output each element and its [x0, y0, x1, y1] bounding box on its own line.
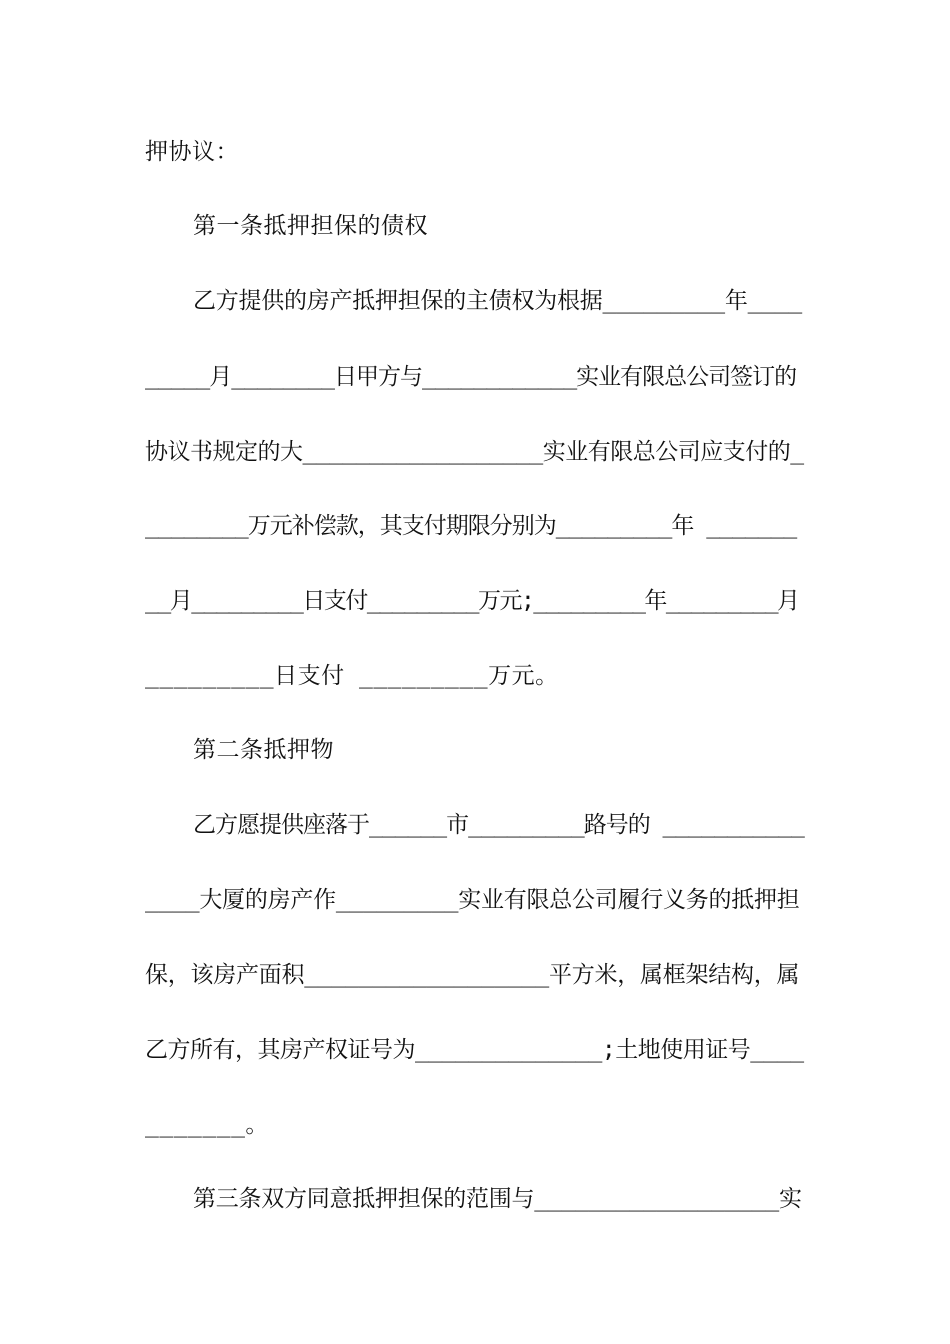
text-line: 乙方所有，其房产权证号为______________;土地使用证号____ — [145, 1037, 804, 1063]
text-line: 保，该房产面积__________________平方米，属框架结构，属 — [145, 962, 800, 988]
text-line: _______。 — [145, 1112, 269, 1138]
text-line: 乙方愿提供座落于______市_________路号的 ___________ — [193, 812, 804, 838]
text-line: 乙方提供的房产抵押担保的主债权为根据_________年____ — [193, 288, 803, 314]
text-line: ________万元补偿款，其支付期限分别为_________年 _______ — [145, 513, 797, 539]
text-line: _________日支付 _________万元。 — [145, 663, 559, 689]
text-line: _____月________日甲方与____________实业有限总公司签订的 — [145, 364, 797, 390]
article-heading: 第三条双方同意抵押担保的范围与__________________实 — [193, 1186, 802, 1212]
text-line: 协议书规定的大__________________实业有限总公司应支付的_ — [145, 439, 804, 465]
text-line: ____大厦的房产作_________实业有限总公司履行义务的抵押担 — [145, 887, 800, 913]
article-heading: 第二条抵押物 — [193, 737, 334, 763]
article-heading: 第一条抵押担保的债权 — [193, 213, 428, 239]
text-line: __月_________日支付_________万元;_________年_________月 — [145, 588, 799, 614]
text-line: 押协议： — [145, 139, 239, 165]
